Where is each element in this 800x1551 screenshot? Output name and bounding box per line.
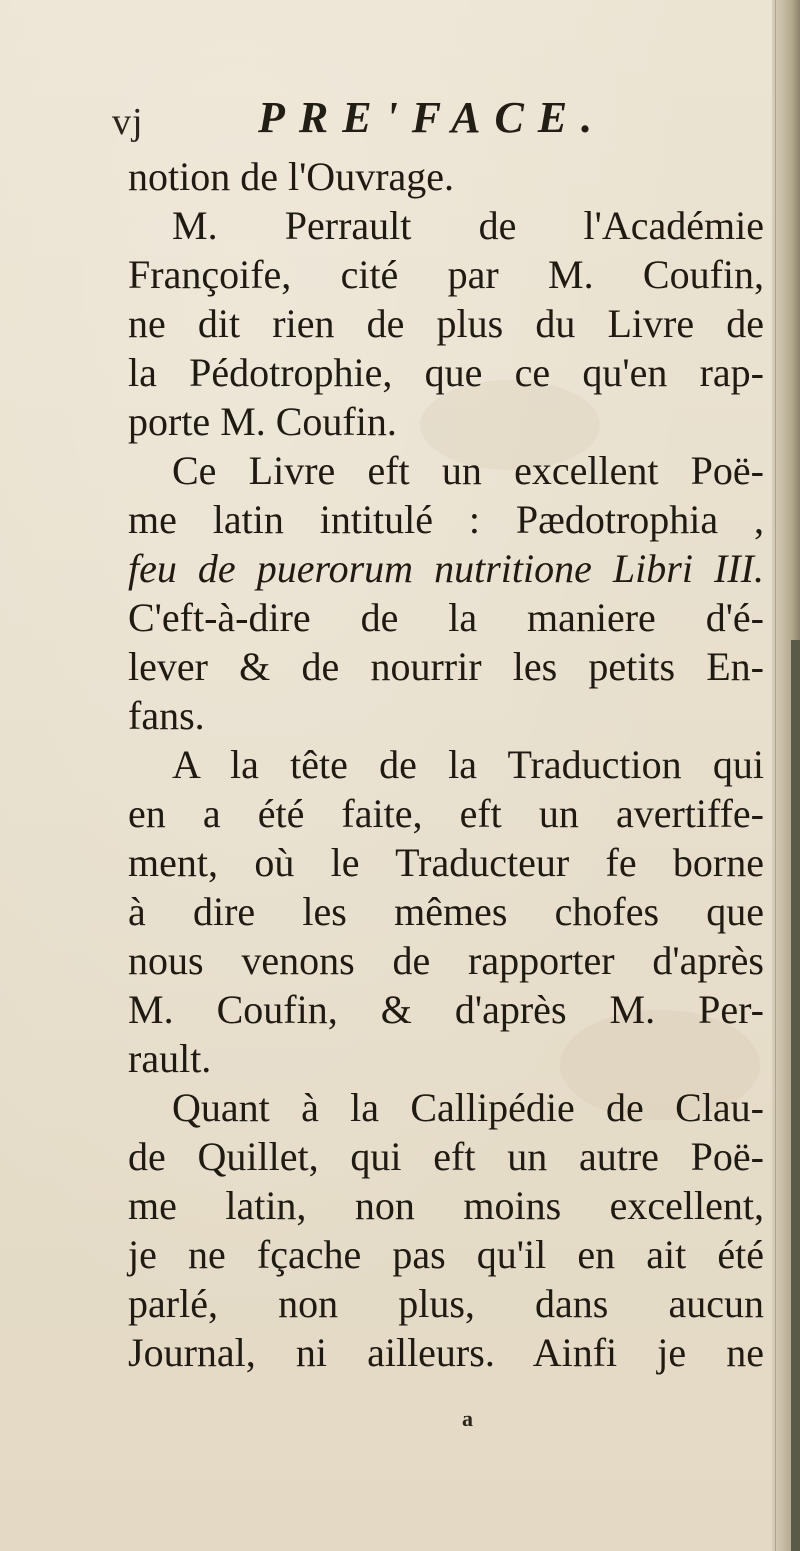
text-line: Journal, ni ailleurs. Ainfi je ne — [128, 1330, 764, 1375]
text-line: M. Coufin, & d'après M. Per- — [128, 987, 764, 1032]
text-line: porte M. Coufin. — [128, 399, 397, 444]
text-line: notion de l'Ouvrage. — [128, 154, 455, 199]
book-binding-edge — [772, 0, 800, 1551]
text-line: parlé, non plus, dans aucun — [128, 1281, 764, 1326]
text-line: Quant à la Callipédie de Clau- — [172, 1085, 764, 1130]
page-number: vj — [112, 101, 144, 143]
page-header — [112, 92, 672, 152]
text-line: M. Perrault de l'Académie — [172, 203, 764, 248]
text-line: je ne fçache pas qu'il en ait été — [128, 1232, 764, 1277]
text-line: Françoife, cité par M. Coufin, — [128, 252, 764, 297]
text-line: ne dit rien de plus du Livre de — [128, 301, 764, 346]
text-line: rault. — [128, 1036, 212, 1081]
text-line: à dire les mêmes chofes que — [128, 889, 764, 934]
text-line: nous venons de rapporter d'après — [128, 938, 764, 983]
signature-mark: a — [462, 1406, 473, 1431]
text-line: A la tête de la Traduction qui — [172, 742, 764, 787]
text-line: me latin, non moins excellent, — [128, 1183, 764, 1228]
text-line: la Pédotrophie, que ce qu'en rap- — [128, 350, 764, 395]
text-line: lever & de nourrir les petits En- — [128, 644, 764, 689]
text-line: ment, où le Traducteur fe borne — [128, 840, 764, 885]
text-line: feu de puerorum nutritione Libri III. — [128, 546, 764, 591]
running-head: PRE'FACE. — [258, 93, 607, 142]
text-line: fans. — [128, 693, 205, 738]
text-line: en a été faite, eft un avertiffe- — [128, 791, 764, 836]
text-line: C'eft-à-dire de la maniere d'é- — [128, 595, 764, 640]
body-text — [128, 152, 764, 1377]
text-line: Ce Livre eft un excellent Poë- — [172, 448, 764, 493]
text-line: de Quillet, qui eft un autre Poë- — [128, 1134, 764, 1179]
text-line: me latin intitulé : Pædotrophia , — [128, 497, 764, 542]
